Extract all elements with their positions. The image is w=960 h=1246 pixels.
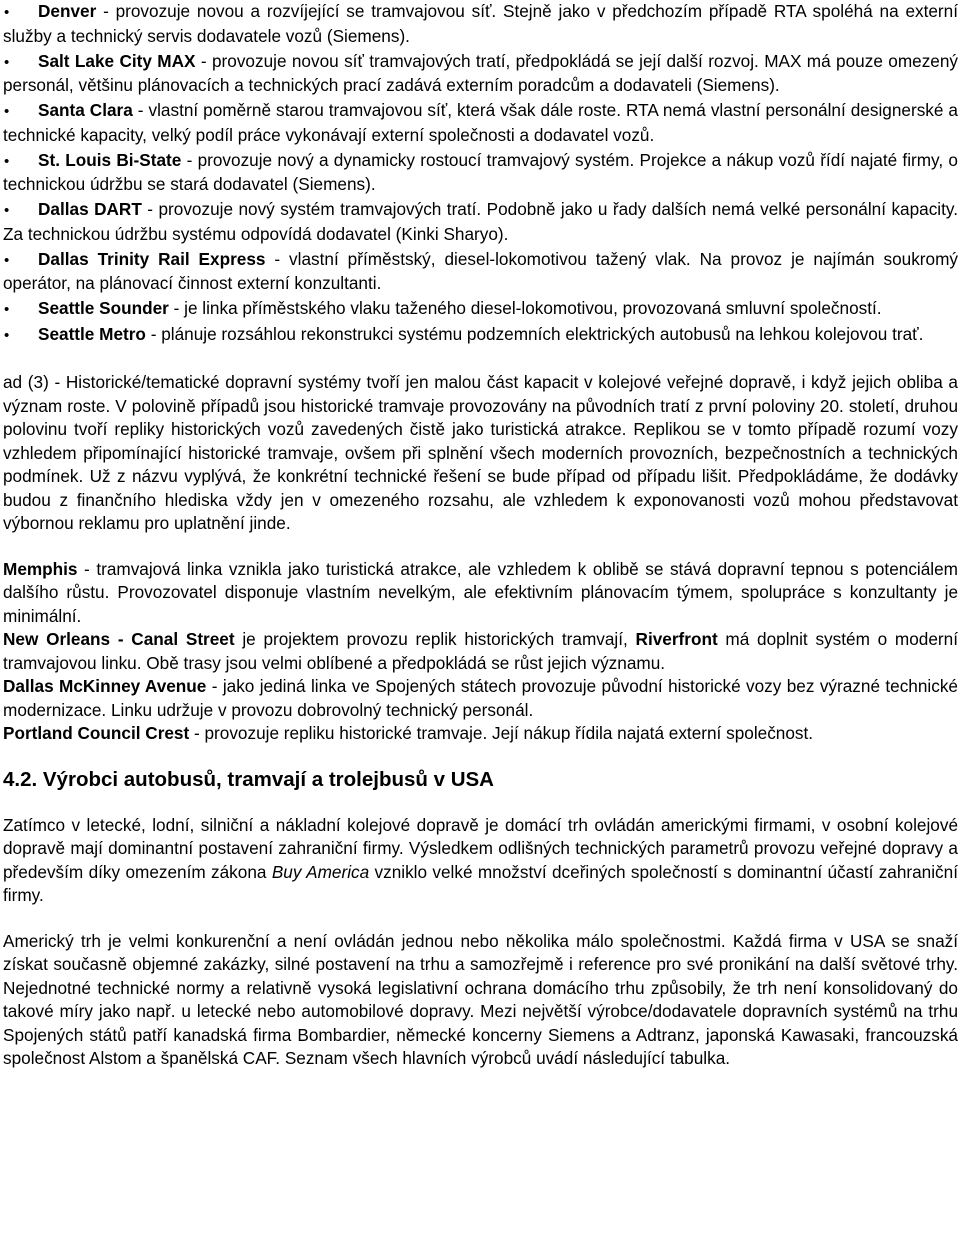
list-item-name: Denver: [38, 1, 97, 21]
list-item-name: Dallas DART: [38, 199, 142, 219]
intro-text-b: vzniklo velké množství dceřiných společností s dominantní účastí zahraniční firmy.: [3, 861, 958, 905]
list-item-text: - plánuje rozsáhlou rekonstrukci systému podzemních elektrických autobusů na lehkou kolejovou trať.: [145, 324, 924, 344]
list-item-text: - provozuje novou a rozvíjející se tramvajovou síť. Stejně jako v předchozím případě RTA spoléhá na externí služby a technický servis dodavatele vozů (Siemens).: [3, 1, 958, 46]
dallas-mckinney-name: Dallas McKinney Avenue: [3, 676, 207, 696]
list-item-name: Seattle Sounder: [38, 298, 169, 318]
paragraph-market: Americký trh je velmi konkurenční a není ovládán jednou nebo několika málo společnostmi. Každá firma v USA se snaží získat současně objemné zakázky, silné postavení na trhu a samozřejmě i reference pro své pronikání na další světové trhy. Nejednotné technické normy a relativně vysoká legislativní ochrana domácího trhu způsobily, že trh není konsolidovaný do takové míry jako např. u letecké nebo automobilové dopravy. Mezi největší výrobce/dodavatele dopravních systémů na trhu Spojených států patří kanadská firma Bombardier, německé koncerny Siemens a Adtranz, japonská Kawasaki, francouzská společnost Alstom a španělská CAF. Seznam všech hlavních výrobců uvádí následující tabulka.: [3, 930, 958, 1068]
list-item: [3, 149, 958, 197]
list-item: [3, 50, 958, 98]
bullet-icon: •: [4, 327, 10, 344]
list-item-name: St. Louis Bi-State: [38, 149, 182, 170]
spacer: [3, 349, 958, 371]
bullet-icon: •: [4, 53, 10, 71]
list-item-name: Seattle Metro: [38, 324, 146, 344]
list-item-name: Santa Clara: [38, 100, 133, 120]
paragraph-dallas-mckinney: [3, 675, 958, 722]
memphis-name: Memphis: [3, 558, 78, 579]
list-item: [3, 297, 958, 322]
bullet-icon: •: [4, 301, 10, 318]
list-item-name: Dallas Trinity Rail Express: [38, 248, 266, 269]
list-item-name: Salt Lake City MAX: [38, 50, 196, 71]
new-orleans-text: je projektem provozu replik historických tramvají,: [234, 629, 636, 649]
list-item: [3, 0, 958, 48]
paragraph-memphis: [3, 558, 958, 629]
list-item-text: - provozuje nový systém tramvajových tratí. Podobně jako u řady dalších nemá velké personální kapacity. Za technickou údržbu systému odpovídá dodavatel (Kinki Sharyo).: [3, 199, 958, 244]
bullet-icon: •: [4, 202, 10, 219]
section-heading: 4.2. Výrobci autobusů, tramvají a trolejbusů v USA: [3, 767, 494, 791]
paragraph-ad3: ad (3) - Historické/tematické dopravní systémy tvoří jen malou část kapacit v kolejové veřejné dopravě, i když jejich obliba a význam roste. V polovině případů jsou historické tramvaje provozovány na původních tratí z první poloviny 20. století, druhou polovinu tvoří repliky historických vozů zavedených čistě jako turistická atrakce. Replikou se v tomto případě rozumí vozy vzhledem připomínající historické tramvaje, ovšem při splnění všech moderních provozních, bezpečnostních a technických podmínek. Už z názvu vyplývá, že konkrétní technické řešení se bude případ od případu lišit. Předpokládáme, že dodávky budou z finančního hlediska vždy jen v omezeného rozsahu, ale vzhledem k exponovanosti vozů mohou představovat výbornou reklamu pro uplatnění jinde.: [3, 372, 958, 533]
spacer: [3, 536, 958, 558]
list-item-text: - vlastní příměstský, diesel-lokomotivou tažený vlak. Na provoz je najímán soukromý operátor, na plánovací činnost externí konzultanti.: [3, 248, 958, 293]
paragraph-portland: [3, 722, 958, 746]
spacer: [3, 746, 958, 767]
bullet-icon: •: [4, 251, 10, 269]
bullet-icon: •: [4, 152, 10, 170]
dallas-mckinney-text: - jako jediná linka ve Spojených státech provozuje původní historické vozy bez výrazné technické modernizace. Linku udržuje v provozu dobrovolný technický personál.: [3, 676, 958, 720]
list-item-text: - provozuje nový a dynamicky rostoucí tramvajový systém. Projekce a nákup vozů řídí najaté firmy, o technickou údržbu se stará dodavatel (Siemens).: [3, 149, 958, 194]
bullet-icon: •: [4, 4, 10, 21]
list-item: [3, 99, 958, 147]
memphis-text: - tramvajová linka vznikla jako turistická atrakce, ale vzhledem k oblibě se stává dopravní tepnou s potenciálem dalšího růstu. Provozovatel disponuje vlastním nevelkým, ale efektivním plánovacím týmem, spolupráce s konzultanty je minimální.: [3, 558, 958, 626]
spacer: [3, 793, 958, 814]
list-item-text: - je linka příměstského vlaku taženého diesel-lokomotivou, provozovaná smluvní společností.: [168, 298, 882, 318]
intro-text-a: Zatímco v letecké, lodní, silniční a nákladní kolejové dopravě je domácí trh ovládán americkými firmami, v osobní kolejové dopravě mají dominantní postavení zahraniční firmy. Výsledkem odlišných technických parametrů provozu veřejné dopravy a především díky omezením zákona: [3, 814, 958, 882]
paragraph-new-orleans: [3, 628, 958, 675]
spacer: [3, 908, 958, 930]
bullet-icon: •: [4, 103, 10, 120]
list-item: [3, 323, 958, 348]
paragraph-intro: [3, 814, 958, 908]
list-item-text: - provozuje novou síť tramvajových tratí, předpokládá se její další rozvoj. MAX má pouze omezený personál, většinu plánovacích a technických prací zadává externím poradcům a dodavateli (Siemens).: [3, 50, 959, 95]
portland-text: - provozuje repliku historické tramvaje. Její nákup řídila najatá externí společnost.: [189, 723, 814, 743]
list-item: [3, 248, 958, 296]
operator-list: [3, 0, 958, 348]
list-item-text: - vlastní poměrně starou tramvajovou síť, která však dále roste. RTA nemá vlastní personální designerské a technické kapacity, velký podíl práce vykonávají externí společnosti a dodavatel vozů.: [3, 100, 958, 145]
list-item: [3, 198, 958, 246]
riverfront-text: má doplnit systém o moderní tramvajovou linku. Obě trasy jsou velmi oblíbené a předpokládá se růst jejich významu.: [3, 629, 958, 673]
portland-name: Portland Council Crest: [3, 723, 190, 743]
buy-america-term: Buy America: [271, 861, 370, 882]
new-orleans-name: New Orleans - Canal Street: [3, 629, 235, 649]
riverfront-name: Riverfront: [635, 629, 718, 649]
